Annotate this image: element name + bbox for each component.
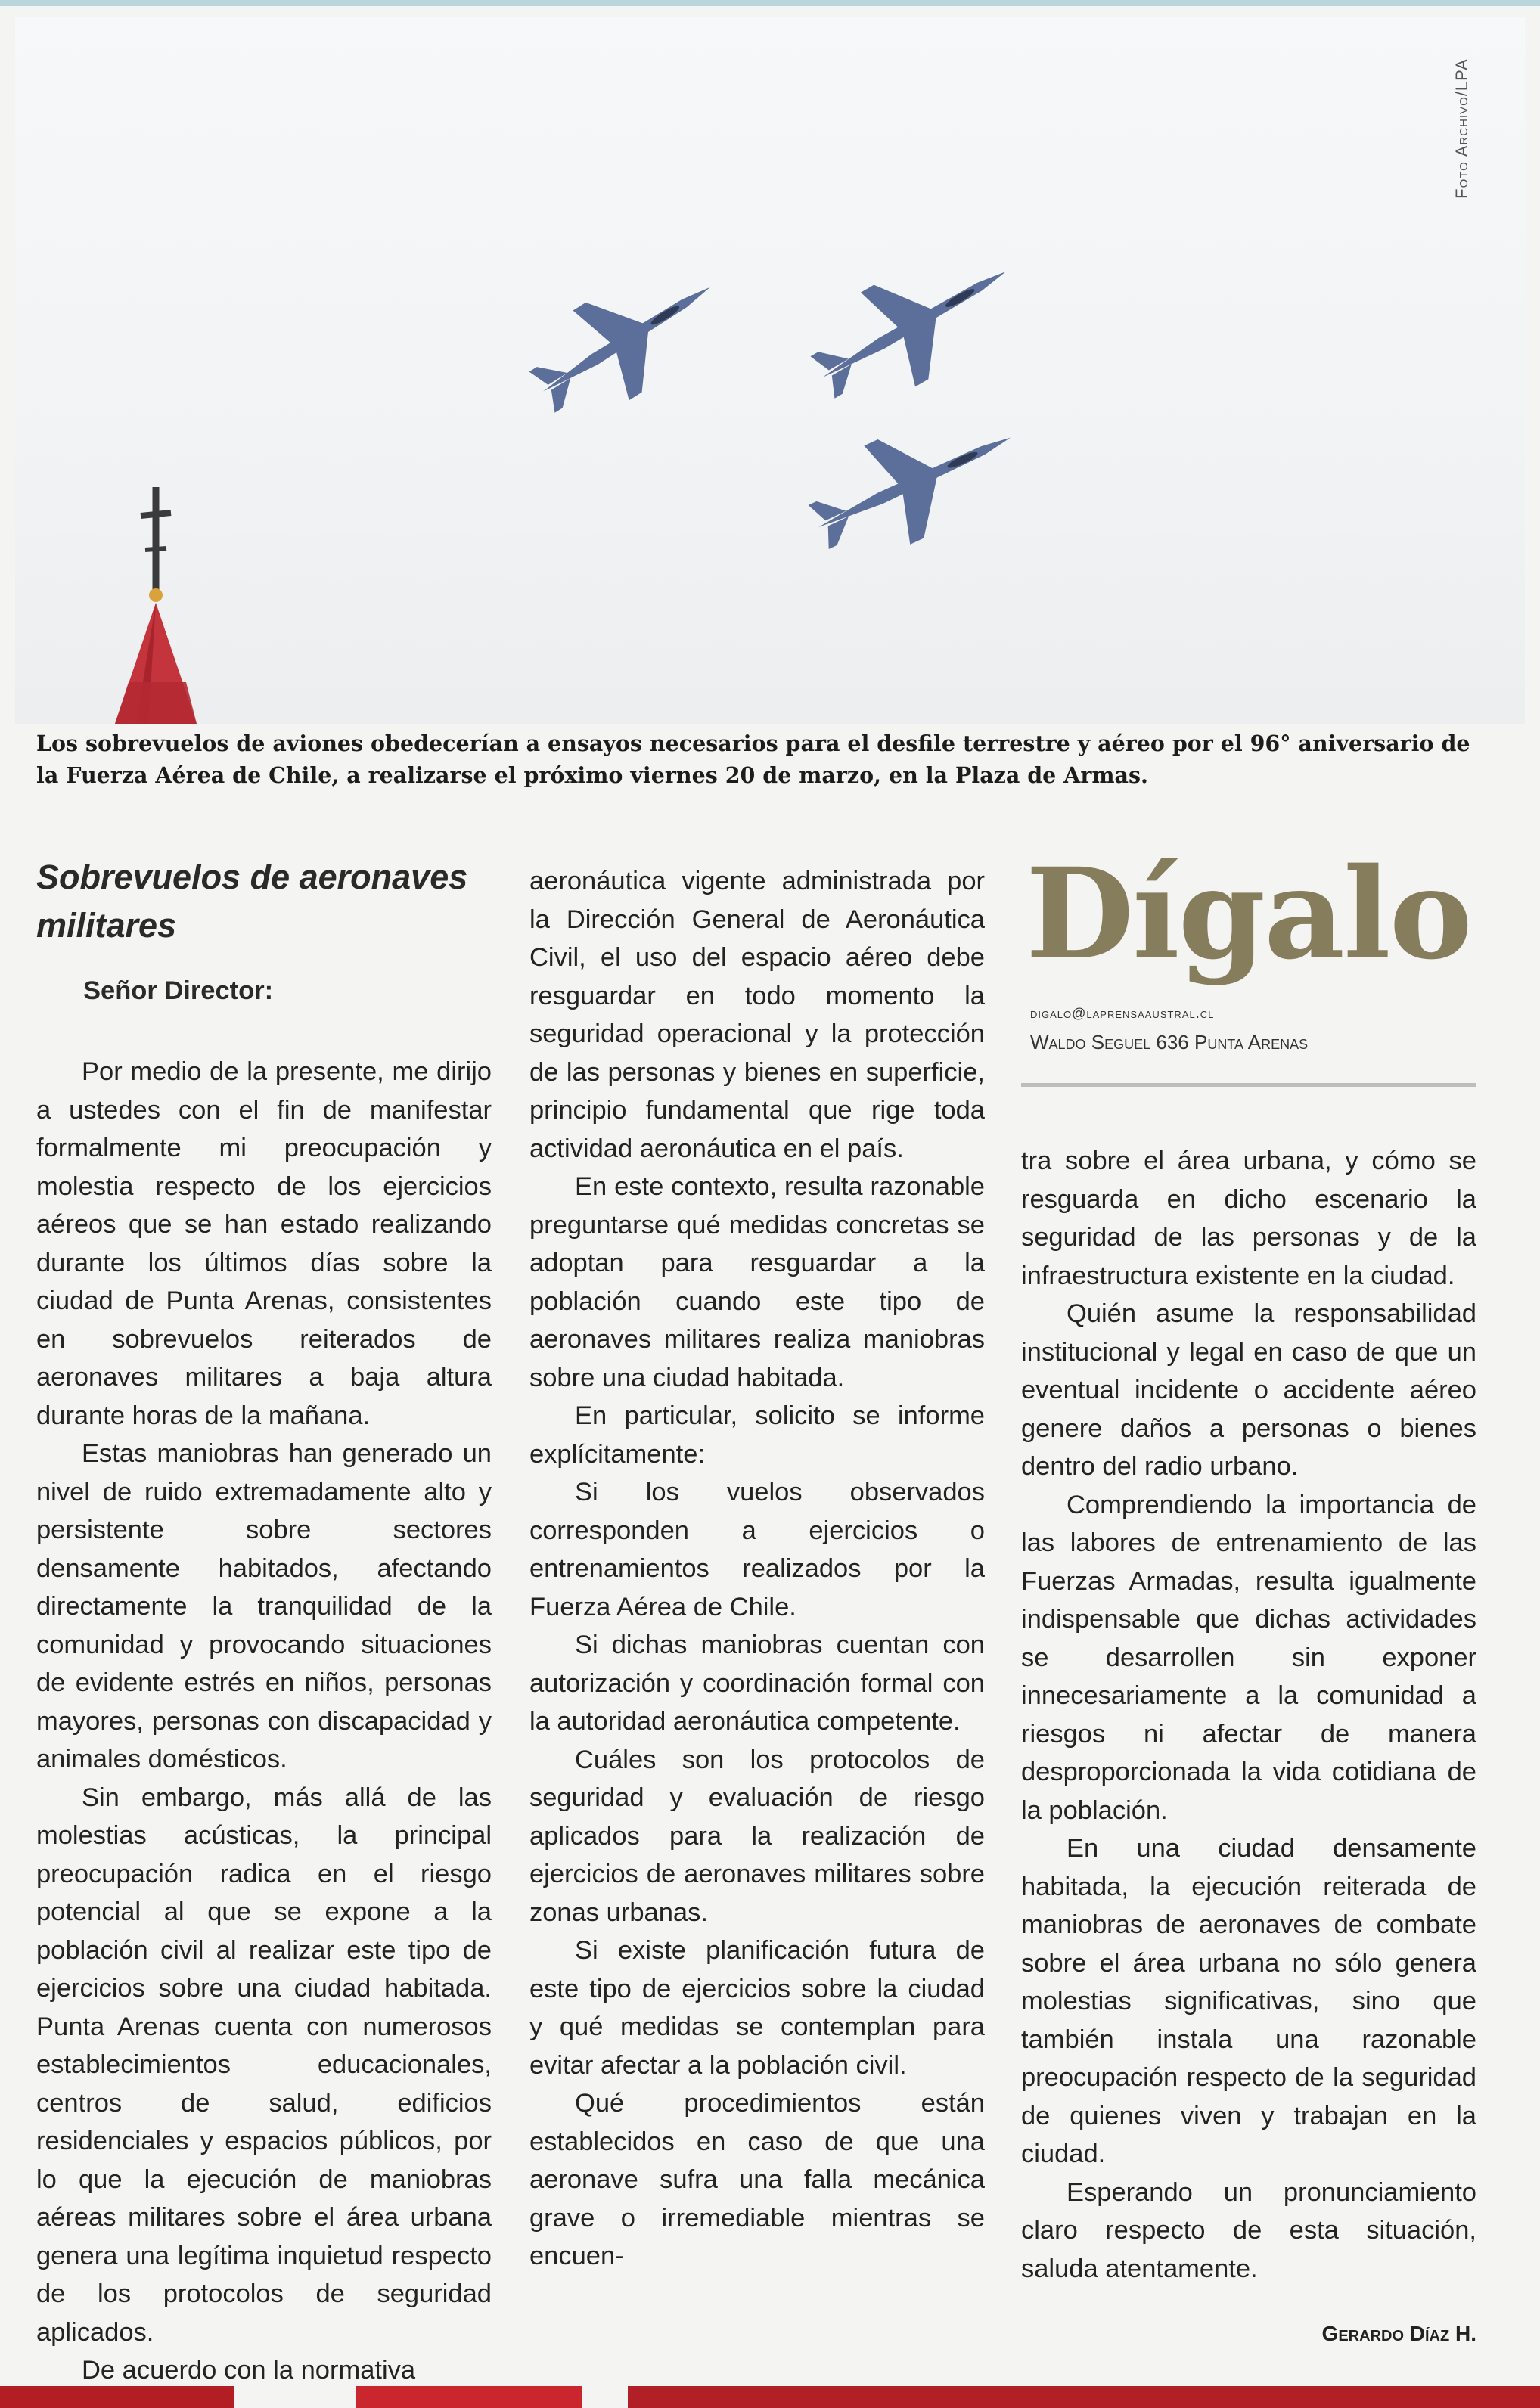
salutation: Señor Director: bbox=[83, 976, 274, 1005]
paragraph: Cuáles son los protocolos de seguridad y evaluación de riesgo aplicados para la realización de ejercicios de aeronaves militares sobre zonas urbanas. bbox=[529, 1745, 985, 1927]
paragraph: aeronáutica vigente administrada por la Dirección General de Aeronáutica Civil, el uso del espacio aéreo debe resguardar en todo momento la seguridad operacional y la protección de las personas y bienes en superficie, principio fundamental que rige toda actividad aeronáutica en el país. bbox=[529, 867, 985, 1163]
paragraph: Comprendiendo la importancia de las labores de entrenamiento de las Fuerzas Armadas, resulta igualmente indispensable que dichas actividades se desarrollen sin exponer innecesariamente a la comunidad a riesgos ni afectar de manera desproporcionada la vida cotidiana de la población. bbox=[1021, 1490, 1476, 1825]
paragraph: Estas maniobras han generado un nivel de ruido extremadamente alto y persistente sobre sectores densamente habitados, afectando directamente la tranquilidad de la comunidad y provocando situaciones de evidente estrés en niños, personas mayores, personas con discapacidad y animales domésticos. bbox=[36, 1439, 492, 1773]
letter-column-3 bbox=[1021, 1142, 1476, 2288]
footer-bar bbox=[356, 2386, 582, 2408]
paragraph: Por medio de la presente, me dirijo a ustedes con el fin de manifestar formalmente mi preocupación y molestia respecto de los ejercicios aéreos que se han estado realizando durante los últimos días sobre la ciudad de Punta Arenas, consistentes en sobrevuelos reiterados de aeronaves militares a baja altura durante horas de la mañana. bbox=[36, 1057, 492, 1430]
section-email: digalo@laprensaaustral.cl bbox=[1030, 1006, 1215, 1021]
paragraph: Quién asume la responsabilidad institucional y legal en caso de que un eventual incidente o accidente aéreo genere daños a personas o bienes dentro del radio urbano. bbox=[1021, 1299, 1476, 1481]
paragraph: Si los vuelos observados corresponden a ejercicios o entrenamientos realizados por la Fuerza Aérea de Chile. bbox=[529, 1478, 985, 1621]
news-photo bbox=[15, 17, 1525, 724]
paragraph: tra sobre el área urbana, y cómo se resguarda en dicho escenario la seguridad de las personas y de la infraestructura existente en la ciudad. bbox=[1021, 1147, 1476, 1290]
church-spire bbox=[115, 487, 197, 724]
photo-illustration bbox=[15, 17, 1525, 724]
paragraph: De acuerdo con la normativa bbox=[82, 2356, 416, 2385]
section-address: Waldo Seguel 636 Punta Arenas bbox=[1030, 1031, 1309, 1054]
footer-bar bbox=[628, 2386, 1540, 2408]
top-rule bbox=[0, 0, 1540, 6]
jet-aircraft bbox=[796, 388, 1034, 576]
paragraph: Si dichas maniobras cuentan con autorización y coordinación formal con la autoridad aeronáutica competente. bbox=[529, 1631, 985, 1736]
letter-column-2 bbox=[529, 862, 985, 2276]
letter-signature: Gerardo Díaz H. bbox=[1321, 2322, 1476, 2345]
paragraph: Si existe planificación futura de este tipo de ejercicios sobre la ciudad y qué medidas se contemplan para evitar afectar a la población civil. bbox=[529, 1936, 985, 2080]
letter-column-1 bbox=[36, 1053, 492, 2390]
photo-caption: Los sobrevuelos de aviones obedecerían a ensayos necesarios para el desfile terrestre y aéreo por el 96° aniversario de la Fuerza Aérea de Chile, a realizarse el próximo viernes 20 de marzo, en la Plaza de Armas. bbox=[36, 731, 1470, 788]
paragraph: Sin embargo, más allá de las molestias acústicas, la principal preocupación radica en el riesgo potencial al que se expone a la población civil al realizar este tipo de ejercicios sobre una ciudad habitada. Punta Arenas cuenta con numerosos establecimientos educacionales, centros de salud, edificios residenciales y espacios públicos, por lo que la ejecución de maniobras aéreas militares sobre el área urbana genera una legítima inquietud respecto de los protocolos de seguridad aplicados. bbox=[36, 1783, 492, 2347]
paragraph: Qué procedimientos están establecidos en caso de que una aeronave sufra una falla mecánica grave o irremediable mientras se encuen- bbox=[529, 2089, 985, 2270]
paragraph: En particular, solicito se informe explícitamente: bbox=[529, 1401, 985, 1469]
jet-aircraft bbox=[514, 242, 737, 437]
paragraph: En este contexto, resulta razonable preguntarse qué medidas concretas se adoptan para resguardar a la población cuando este tipo de aeronaves militares realiza maniobras sobre una ciudad habitada. bbox=[529, 1172, 985, 1392]
letter-title: Sobrevuelos de aeronaves militares bbox=[36, 858, 468, 945]
section-divider bbox=[1021, 1083, 1476, 1087]
paragraph: Esperando un pronunciamiento claro respecto de esta situación, saluda atentamente. bbox=[1021, 2177, 1476, 2283]
section-logo: Dígalo bbox=[1026, 840, 1471, 987]
photo-credit: Foto Archivo/LPA bbox=[1452, 58, 1471, 199]
footer-bar bbox=[0, 2386, 234, 2408]
jet-aircraft bbox=[795, 225, 1032, 425]
paragraph: En una ciudad densamente habitada, la ejecución reiterada de maniobras de aeronaves de combate sobre el área urbana no sólo genera molestias significativas, sino que también instala una razonable preocupación respecto de la seguridad de quienes viven y trabajan en la ciudad. bbox=[1021, 1834, 1476, 2168]
